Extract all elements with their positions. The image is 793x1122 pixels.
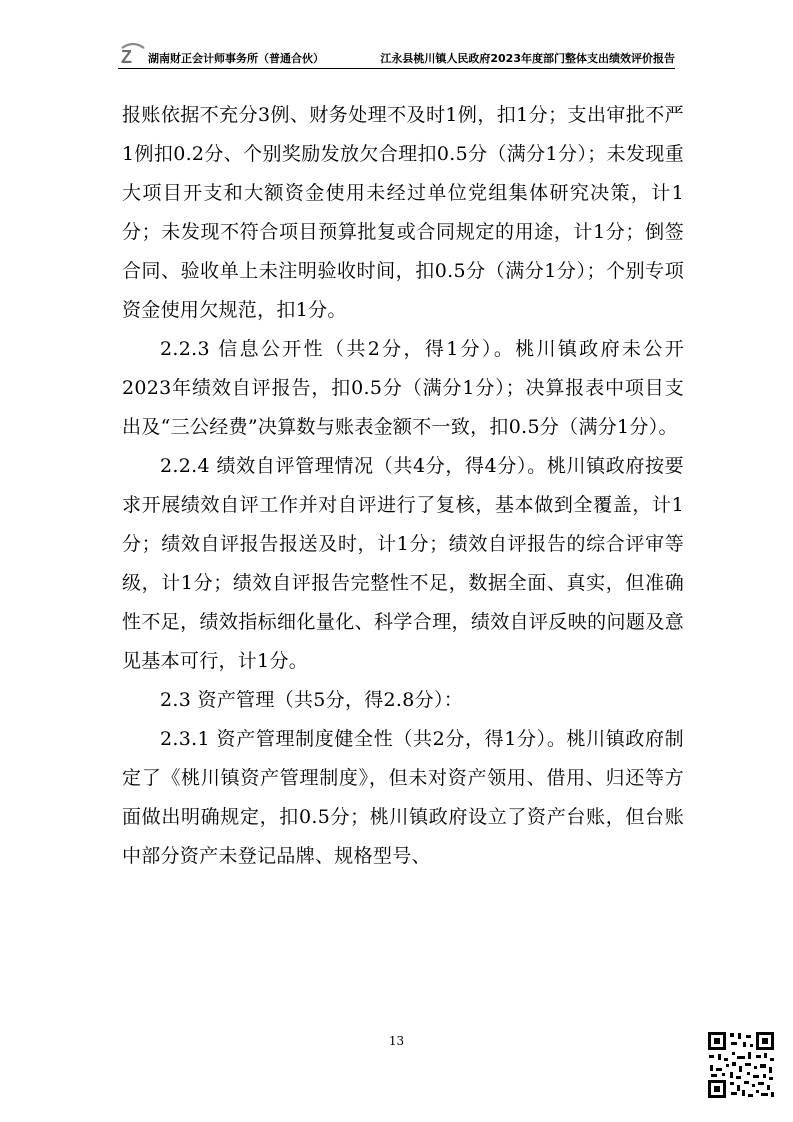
firm-name: 湖南财正会计师事务所（普通合伙） <box>148 52 324 65</box>
body-text <box>122 96 684 876</box>
paragraph: 2.2.3 信息公开性（共2分，得1分）。桃川镇政府未公开2023年绩效自评报告，扣0.5分（满分1分）；决算报表中项目支出及“三公经费”决算数与账表金额不一致，扣0.5分（满分1分）。 <box>122 338 684 438</box>
firm-logo-icon <box>118 42 148 66</box>
paragraph: 2.3.1 资产管理制度健全性（共2分，得1分）。桃川镇政府制定了《桃川镇资产管理制度》，但未对资产领用、借用、归还等方面做出明确规定，扣0.5分；桃川镇政府设立了资产台账，但台账中部分资产未登记品牌、规格型号、 <box>122 728 684 867</box>
page-header <box>118 42 675 69</box>
paragraph: 2.2.4 绩效自评管理情况（共4分，得4分）。桃川镇政府按要求开展绩效自评工作并对自评进行了复核，基本做到全覆盖，计1分；绩效自评报告报送及时，计1分；绩效自评报告的综合评审等级，计1分；绩效自评报告完整性不足，数据全面、真实，但准确性不足，绩效指标细化量化、科学合理，绩效自评反映的问题及意见基本可行，计1分。 <box>122 455 684 672</box>
svg-text:Z: Z <box>121 47 132 66</box>
page-number: 13 <box>388 1034 405 1048</box>
paragraph: 2.3 资产管理（共5分，得2.8分）： <box>160 689 464 711</box>
report-title: 江永县桃川镇人民政府2023年度部门整体支出绩效评价报告 <box>380 52 675 65</box>
paragraph: 报账依据不充分3例、财务处理不及时1例，扣1分；支出审批不严1例扣0.2分、个别奖励发放欠合理扣0.5分（满分1分）；未发现重大项目开支和大额资金使用未经过单位党组集体研究决策，计1分；未发现不符合项目预算批复或合同规定的用途，计1分；倒签合同、验收单上未注明验收时间，扣0.5分（满分1分）；个别专项资金使用欠规范，扣1分。 <box>122 104 684 321</box>
qr-code-icon <box>706 1030 776 1100</box>
